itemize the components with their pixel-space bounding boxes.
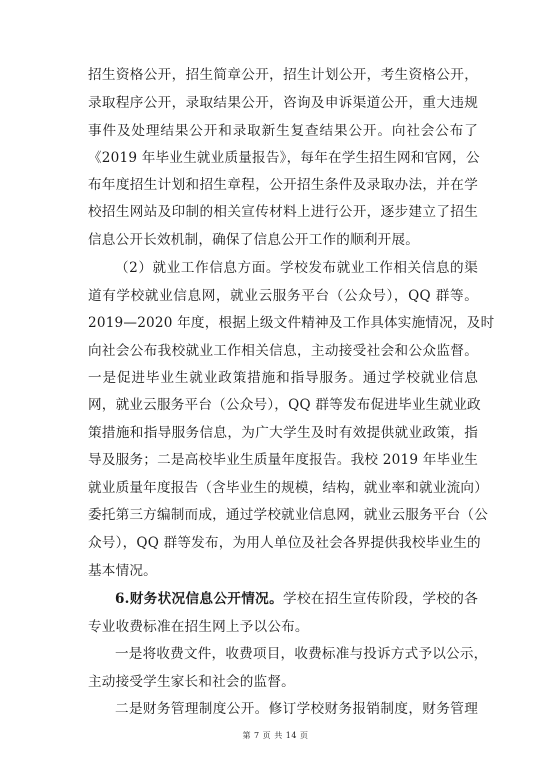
section-6-rest: 学校在招生宣传阶段，学校的各 xyxy=(283,591,478,607)
text-line: 委托第三方编制而成，通过学校就业信息网，就业云服务平台（公 xyxy=(88,507,489,523)
section-6-heading-line xyxy=(115,590,478,609)
text-line: 主动接受学生家长和社会的监督。 xyxy=(88,674,295,690)
text-line: 网，就业云服务平台（公众号），QQ 群等发布促进毕业生就业政 xyxy=(88,397,481,413)
text-line: 录取程序公开，录取结果公开，咨询及申诉渠道公开，重大违规 xyxy=(88,95,478,111)
section-6-lead: 6.财务状况信息公开情况。 xyxy=(115,591,284,607)
text-line: 专业收费标准在招生网上予以公布。 xyxy=(88,619,309,635)
text-line: 招生资格公开，招生简章公开，招生计划公开，考生资格公开， xyxy=(88,67,478,83)
text-line: 《2019 年毕业生就业质量报告》，每年在学生招生网和官网，公 xyxy=(88,150,480,166)
text-line: 众号），QQ 群等发布，为用人单位及社会各界提供我校毕业生的 xyxy=(88,535,481,551)
text-line: 基本情况。 xyxy=(88,563,157,579)
text-line: 2019—2020 年度，根据上级文件精神及工作具体实施情况，及时 xyxy=(88,315,495,331)
text-line: 就业质量年度报告（含毕业生的规模，结构，就业率和就业流向） xyxy=(88,480,489,496)
text-line: 校招生网站及印制的相关宣传材料上进行公开，逐步建立了招生 xyxy=(88,204,478,220)
text-line: 一是促进毕业生就业政策措施和指导服务。通过学校就业信息 xyxy=(88,370,478,386)
text-line: 事件及处理结果公开和录取新生复查结果公开。向社会公布了 xyxy=(88,123,478,139)
text-line: 向社会公布我校就业工作相关信息，主动接受社会和公众监督。 xyxy=(88,343,478,359)
page-number-footer: 第 7 页 共 14 页 xyxy=(242,731,309,740)
text-line: 一是将收费文件，收费项目，收费标准与投诉方式予以公示， xyxy=(115,646,488,662)
text-line: 导及服务；二是高校毕业生质量年度报告。我校 2019 年毕业生 xyxy=(88,452,478,468)
text-line: 道有学校就业信息网，就业云服务平台（公众号），QQ 群等。 xyxy=(88,288,478,304)
text-line: （2）就业工作信息方面。学校发布就业工作相关信息的渠 xyxy=(115,260,478,276)
text-line: 二是财务管理制度公开。修订学校财务报销制度，财务管理 xyxy=(115,701,478,717)
text-line: 布年度招生计划和招生章程，公开招生条件及录取办法，并在学 xyxy=(88,177,478,193)
text-line: 策措施和指导服务信息，为广大学生及时有效提供就业政策，指 xyxy=(88,425,478,441)
text-line: 信息公开长效机制，确保了信息公开工作的顺利开展。 xyxy=(88,232,420,248)
